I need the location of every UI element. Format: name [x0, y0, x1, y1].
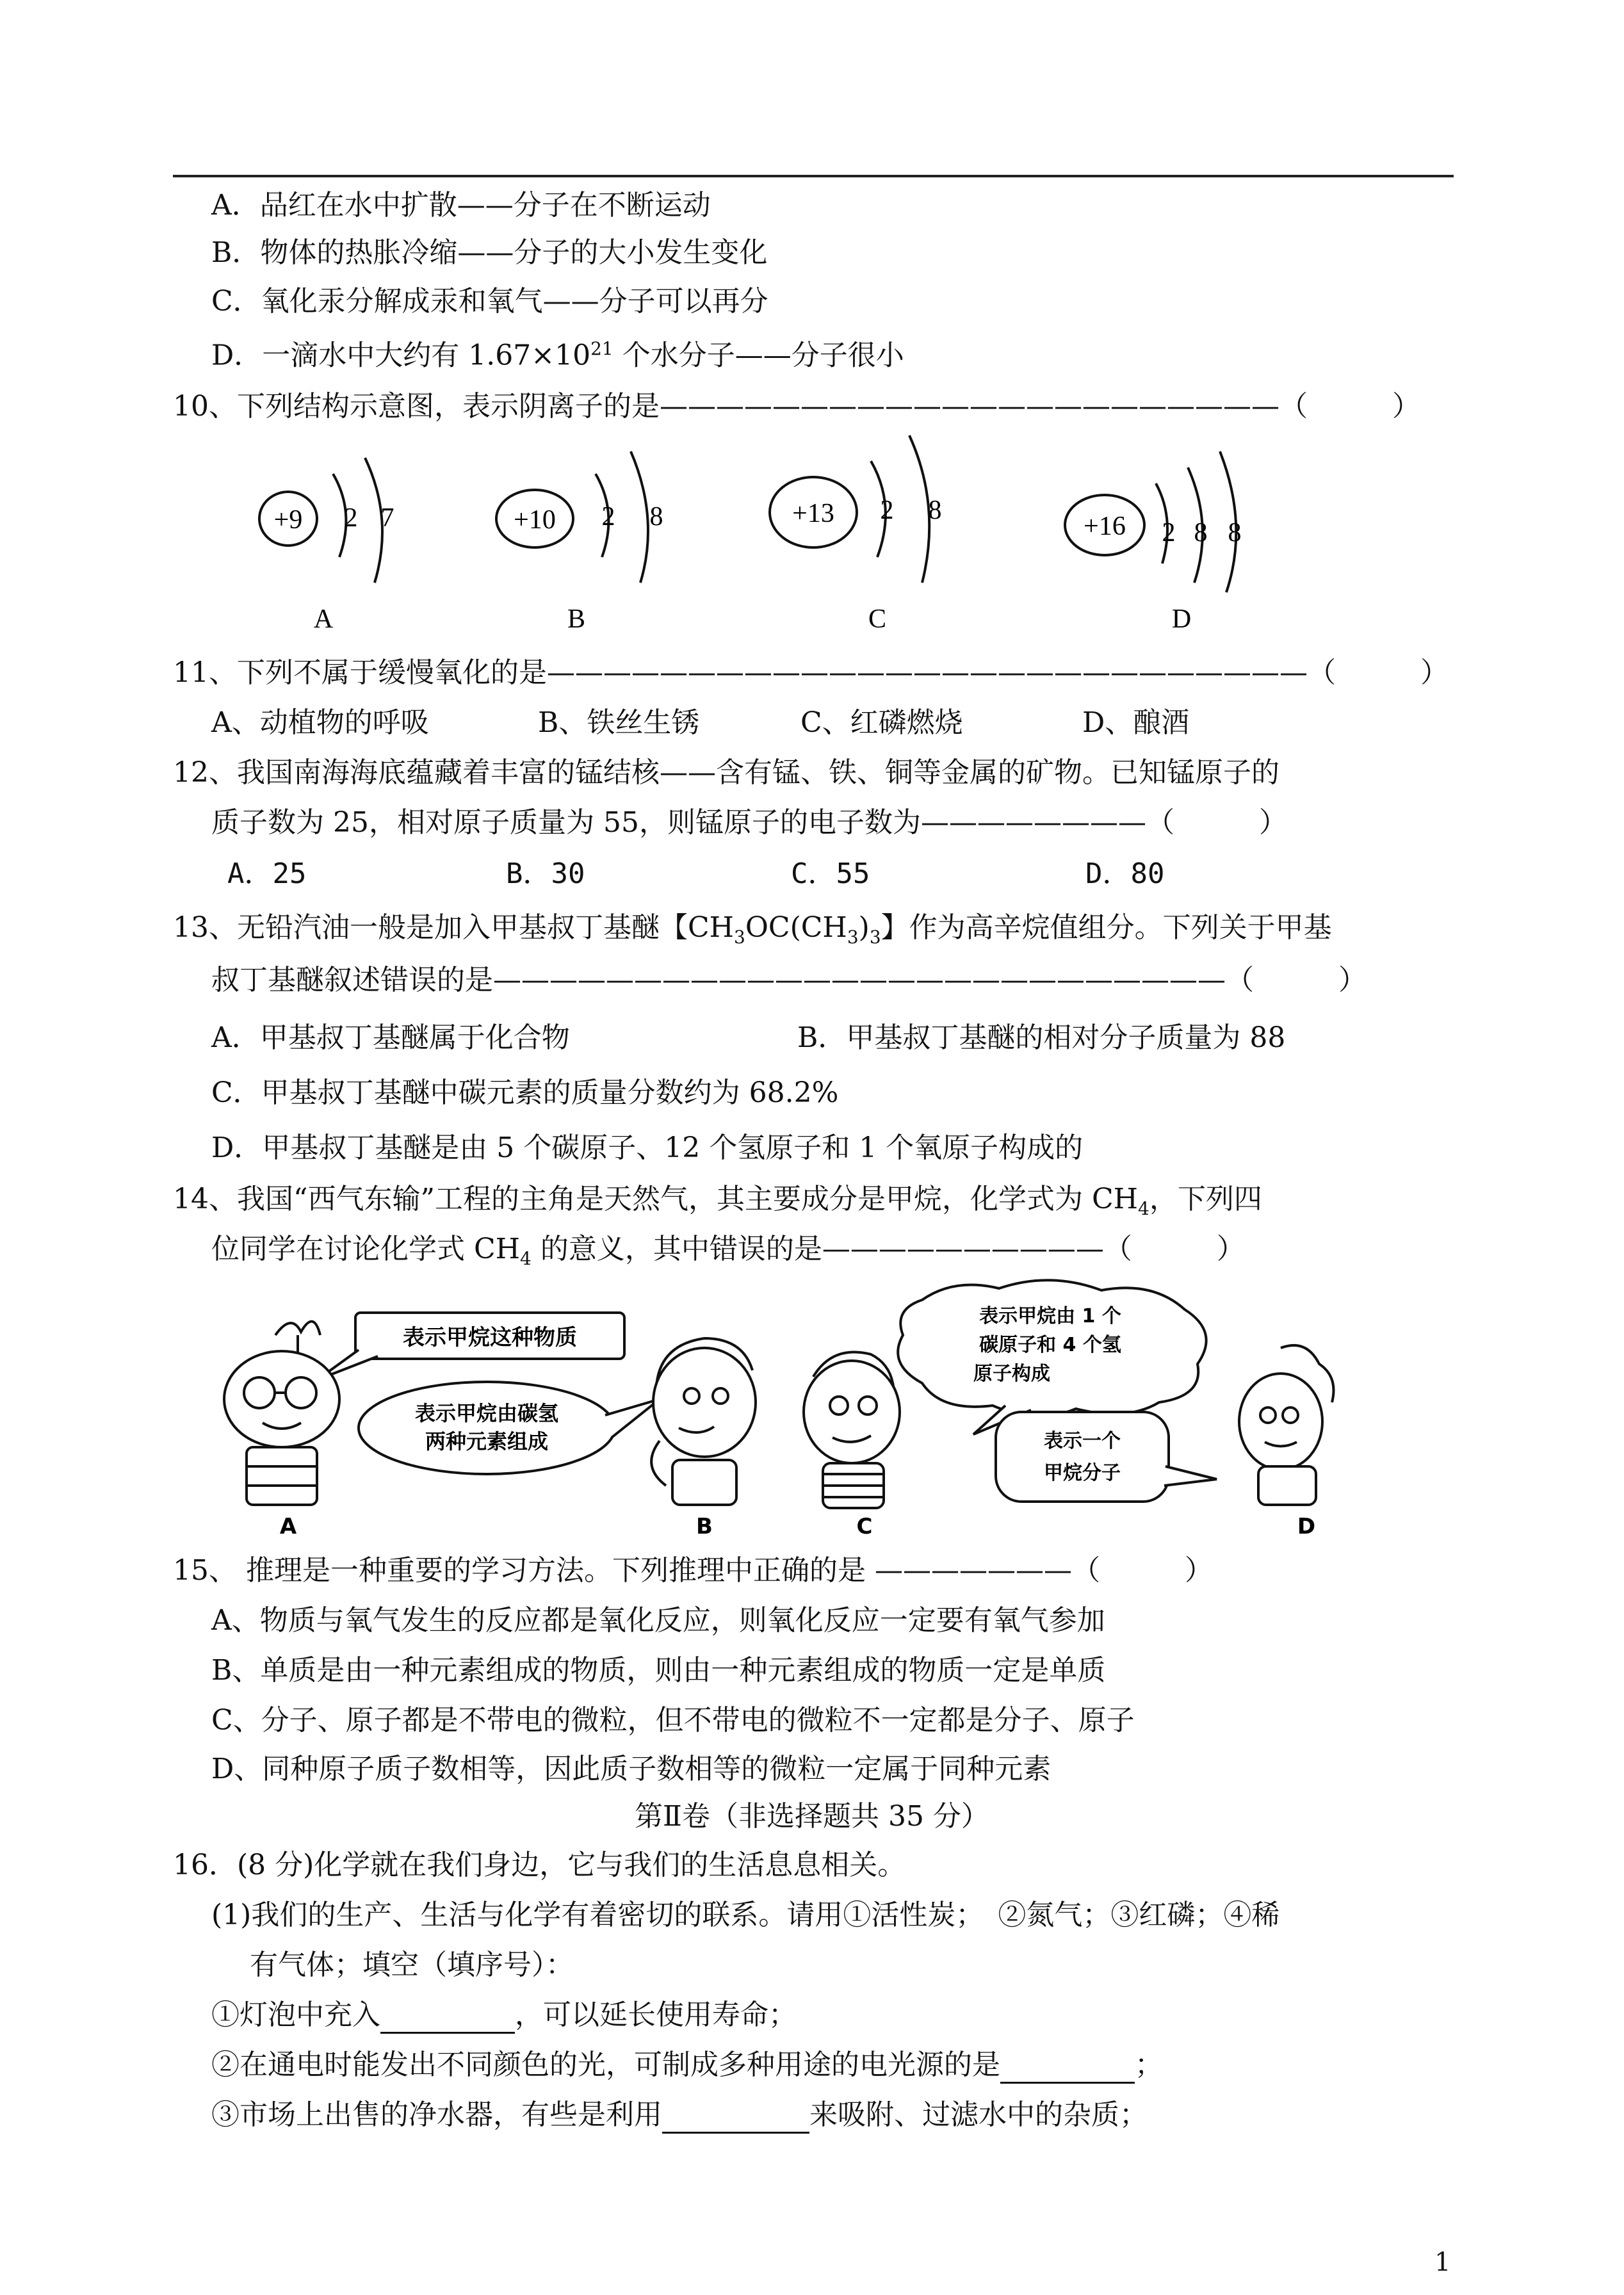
shell-b-1: 2 — [601, 502, 615, 531]
answer-blank-3[interactable] — [662, 2102, 809, 2134]
shell-d-3: 8 — [1228, 518, 1242, 547]
label-c: C — [868, 604, 887, 634]
q14-stem-line1: 14、我国“西气东输”工程的主角是天然气，其主要成分是甲烷，化学式为 $CH_4$，下列四 — [173, 1183, 1262, 1219]
q15-option-a: A、物质与氧气发生的反应都是氧化反应，则氧化反应一定要有氧气参加 — [211, 1604, 1105, 1637]
q12-stem-line2: 质子数为 25，相对原子质量为 55，则锰原子的电子数为————————（ ） — [211, 806, 1287, 839]
student-d-label: D — [1297, 1514, 1316, 1539]
q10-stem: 10、下列结构示意图，表示阴离子的是——————————————————————（ ） — [173, 390, 1420, 423]
top-rule — [173, 175, 1454, 177]
shell-d-2: 8 — [1194, 518, 1208, 547]
bubble-c-text-3: 原子构成 — [973, 1363, 1050, 1385]
q12-option-c: C．55 — [791, 857, 870, 890]
q9-option-a: A．品红在水中扩散——分子在不断运动 — [211, 189, 711, 222]
q12-option-a: A．25 — [227, 857, 307, 890]
student-a-figure — [224, 1322, 339, 1505]
bubble-a-text: 表示甲烷这种物质 — [403, 1325, 577, 1350]
shell-c-1: 2 — [880, 496, 894, 525]
answer-blank-2[interactable] — [1000, 2052, 1135, 2084]
q13-option-a: A．甲基叔丁基醚属于化合物 — [211, 1021, 570, 1054]
shell-a-1: 2 — [344, 503, 358, 533]
student-b-label: B — [696, 1514, 713, 1539]
q12-option-b: B．30 — [506, 857, 585, 890]
student-d-figure — [1239, 1345, 1334, 1505]
q13-option-b: B．甲基叔丁基醚的相对分子质量为 88 — [797, 1021, 1286, 1054]
q9-option-b: B．物体的热胀冷缩——分子的大小发生变化 — [211, 236, 768, 269]
student-b-figure — [651, 1338, 756, 1505]
nucleus-d: +16 — [1084, 512, 1126, 541]
q11-option-d: D、酿酒 — [1082, 706, 1190, 739]
student-a-label: A — [279, 1514, 297, 1539]
q13-stem-line1: 13、无铅汽油一般是加入甲基叔丁基醚【$CH_3OC(CH_3)_3$】作为高辛烷值组分。下列关于甲基 — [173, 911, 1332, 948]
bubble-c-text-1: 表示甲烷由 1 个 — [979, 1305, 1121, 1327]
page-number: 1 — [1434, 2248, 1451, 2277]
bubble-b-text-1: 表示甲烷由碳氢 — [414, 1401, 559, 1425]
q11-option-a: A、动植物的呼吸 — [211, 706, 429, 739]
shell-a-2: 7 — [380, 503, 394, 533]
atomic-structure-diagrams — [0, 423, 1624, 634]
q16-item-1: ①灯泡中充入 ，可以延长使用寿命； — [211, 1997, 797, 2034]
student-c-figure — [804, 1352, 900, 1508]
q13-stem-line2: 叔丁基醚叙述错误的是——————————————————————————（ ） — [211, 964, 1367, 996]
label-a: A — [313, 604, 334, 634]
q12-option-d: D．80 — [1085, 857, 1165, 890]
label-d: D — [1171, 604, 1192, 634]
q11-option-c: C、红磷燃烧 — [800, 706, 963, 739]
q14-cartoon — [0, 1274, 1624, 1543]
student-c-label: C — [856, 1514, 873, 1539]
nucleus-a: +9 — [273, 505, 303, 535]
bubble-d-text-1: 表示一个 — [1044, 1430, 1121, 1452]
bubble-d-text-2: 甲烷分子 — [1044, 1462, 1121, 1484]
q16-item-2: ②在通电时能发出不同颜色的光，可制成多种用途的电光源的是 ； — [211, 2047, 1163, 2084]
q9-option-d: D．一滴水中大约有 $1.67\times 10^{21}$ 个水分子——分子很小 — [211, 338, 904, 372]
shell-b-2: 8 — [649, 502, 663, 531]
q11-option-b: B、铁丝生锈 — [538, 706, 700, 739]
q14-stem-line2: 位同学在讨论化学式 $CH_4$ 的意义，其中错误的是——————————（ ） — [211, 1233, 1245, 1269]
q15-stem: 15、 推理是一种重要的学习方法。下列推理中正确的是 ———————（ ） — [173, 1554, 1213, 1587]
q16-part1-line1: (1)我们的生产、生活与化学有着密切的联系。请用①活性炭； ②氮气；③红磷；④稀 — [211, 1899, 1280, 1931]
nucleus-c: +13 — [792, 499, 834, 528]
q16-stem: 16．(8 分)化学就在我们身边，它与我们的生活息息相关。 — [173, 1849, 906, 1881]
q15-option-b: B、单质是由一种元素组成的物质，则由一种元素组成的物质一定是单质 — [211, 1654, 1106, 1687]
q15-option-d: D、同种原子质子数相等，因此质子数相等的微粒一定属于同种元素 — [211, 1753, 1052, 1785]
nucleus-b: +10 — [514, 505, 556, 535]
section-2-title: 第Ⅱ卷（非选择题共 35 分） — [635, 1800, 989, 1833]
speech-bubble-d — [996, 1412, 1217, 1502]
shell-d-1: 2 — [1162, 518, 1176, 547]
bubble-b-text-2: 两种元素组成 — [425, 1429, 549, 1454]
q11-stem: 11、下列不属于缓慢氧化的是———————————————————————————（ ） — [173, 656, 1449, 689]
speech-bubble-b — [359, 1382, 660, 1474]
q13-option-c: C．甲基叔丁基醚中碳元素的质量分数约为 68.2% — [211, 1076, 839, 1109]
q16-part1-line2: 有气体；填空（填序号）： — [250, 1949, 574, 1981]
q12-stem-line1: 12、我国南海海底蕴藏着丰富的锰结核——含有锰、铁、铜等金属的矿物。已知锰原子的 — [173, 756, 1279, 789]
q13-option-d: D．甲基叔丁基醚是由 5 个碳原子、12 个氢原子和 1 个氧原子构成的 — [211, 1131, 1084, 1164]
label-b: B — [567, 604, 586, 634]
bubble-c-text-2: 碳原子和 4 个氢 — [979, 1334, 1121, 1356]
q15-option-c: C、分子、原子都是不带电的微粒，但不带电的微粒不一定都是分子、原子 — [211, 1704, 1135, 1737]
q16-item-3: ③市场上出售的净水器，有些是利用 来吸附、过滤水中的杂质； — [211, 2096, 1148, 2134]
answer-blank-1[interactable] — [380, 2002, 515, 2034]
q9-option-c: C．氧化汞分解成汞和氧气——分子可以再分 — [211, 285, 768, 318]
shell-c-2: 8 — [928, 496, 942, 525]
